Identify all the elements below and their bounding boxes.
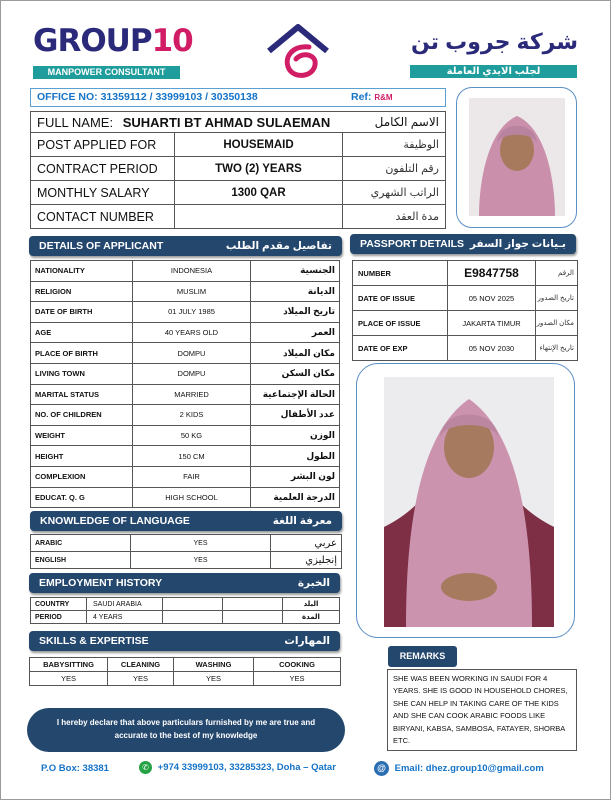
whatsapp-icon: ✆	[139, 761, 152, 774]
passport-value: 05 NOV 2025	[448, 286, 536, 311]
detail-label: NO. OF CHILDREN	[31, 405, 133, 426]
email-contact	[374, 761, 544, 776]
detail-ar: الدرجة العلمية	[251, 487, 340, 508]
employment-title: EMPLOYMENT HISTORY	[39, 577, 163, 589]
employment-label: PERIOD	[31, 611, 87, 624]
contact-label: CONTACT NUMBER	[31, 205, 175, 229]
table-row	[31, 322, 340, 343]
logo-number-text: 10	[151, 23, 193, 59]
emblem-icon	[263, 21, 333, 83]
detail-value: MUSLIM	[133, 281, 251, 302]
table-row	[353, 261, 578, 286]
passport-title-ar: بـيانات جواز السفر	[469, 238, 566, 250]
contract-ar: رقم التلفون	[343, 157, 446, 181]
passport-ar: تاريخ الصدور	[536, 286, 578, 311]
detail-ar: مكان السكن	[251, 363, 340, 384]
table-row	[31, 281, 340, 302]
salary-row	[31, 181, 446, 205]
language-header	[30, 511, 342, 531]
skill-value: YES	[108, 672, 174, 686]
employment-header	[29, 573, 340, 593]
company-logo	[33, 23, 193, 59]
detail-label: EDUCAT. Q. G	[31, 487, 133, 508]
passport-ar: الرقم	[536, 261, 578, 286]
skills-title-ar: المهارات	[284, 635, 330, 647]
detail-ar: الجنسية	[251, 261, 340, 282]
table-row	[31, 384, 340, 405]
detail-label: PLACE OF BIRTH	[31, 343, 133, 364]
skill-header: BABYSITTING	[30, 658, 108, 672]
detail-value: 2 KIDS	[133, 405, 251, 426]
full-name-value: SUHARTI BT AHMAD SULAEMAN	[122, 114, 331, 130]
skills-value-row	[30, 672, 341, 686]
passport-table	[352, 260, 578, 361]
ref-value: R&M	[374, 93, 393, 102]
contract-value: TWO (2) YEARS	[175, 157, 343, 181]
detail-ar: العمر	[251, 322, 340, 343]
detail-label: WEIGHT	[31, 425, 133, 446]
portrait-photo	[469, 98, 565, 216]
post-label: POST APPLIED FOR	[31, 133, 175, 157]
contact-row	[31, 205, 446, 229]
language-table	[30, 534, 342, 569]
post-value: HOUSEMAID	[175, 133, 343, 157]
employment-label: COUNTRY	[31, 598, 87, 611]
employment-empty-cell	[223, 598, 283, 611]
passport-value: 05 NOV 2030	[448, 336, 536, 361]
table-row	[31, 261, 340, 282]
table-row	[31, 446, 340, 467]
employment-empty-cell	[223, 611, 283, 624]
detail-ar: تاريخ الميلاد	[251, 302, 340, 323]
email-icon: @	[374, 761, 389, 776]
passport-label: PLACE OF ISSUE	[353, 311, 448, 336]
detail-label: AGE	[31, 322, 133, 343]
post-row	[31, 133, 446, 157]
detail-label: DATE OF BIRTH	[31, 302, 133, 323]
logo-main-text: GROUP	[33, 23, 152, 59]
salary-label: MONTHLY SALARY	[31, 181, 175, 205]
contact-value	[175, 205, 343, 229]
detail-label: HEIGHT	[31, 446, 133, 467]
salary-ar: الراتب الشهري	[343, 181, 446, 205]
phone-text: +974 33999103, 33285323, Doha – Qatar	[157, 762, 336, 773]
detail-label: NATIONALITY	[31, 261, 133, 282]
detail-label: RELIGION	[31, 281, 133, 302]
passport-label: NUMBER	[353, 261, 448, 286]
table-row	[31, 425, 340, 446]
details-table	[30, 260, 340, 508]
table-row	[31, 487, 340, 508]
office-label: OFFICE NO: 31359112 / 33999103 / 30350138	[37, 91, 258, 103]
detail-ar: عدد الأطفال	[251, 405, 340, 426]
contract-row	[31, 157, 446, 181]
employment-title-ar: الخبرة	[297, 577, 330, 589]
employment-value: 4 YEARS	[87, 611, 163, 624]
language-title-ar: معرفة اللغة	[272, 515, 332, 527]
passport-label: DATE OF EXP	[353, 336, 448, 361]
passport-number-value: E9847758	[448, 261, 536, 286]
full-name-row	[31, 112, 446, 133]
contact-ar: مدة العقد	[343, 205, 446, 229]
detail-value: 01 JULY 1985	[133, 302, 251, 323]
detail-value: 150 CM	[133, 446, 251, 467]
table-row	[31, 598, 340, 611]
passport-header	[350, 234, 576, 254]
detail-value: INDONESIA	[133, 261, 251, 282]
details-title: DETAILS OF APPLICANT	[39, 240, 164, 252]
employment-table	[30, 597, 340, 624]
full-name-ar: الاسم الكامل	[374, 114, 439, 129]
employment-ar: المدة	[283, 611, 340, 624]
contract-label: CONTRACT PERIOD	[31, 157, 175, 181]
table-row	[31, 552, 342, 569]
detail-ar: الديانة	[251, 281, 340, 302]
skills-header-row	[30, 658, 341, 672]
arabic-company-name: شركة جروب تن	[410, 29, 578, 54]
language-label: ENGLISH	[31, 552, 131, 569]
email-text: Email: dhez.group10@gmail.com	[394, 763, 544, 774]
remarks-text: SHE WAS BEEN WORKING IN SAUDI FOR 4 YEARS. SHE IS GOOD IN HOUSEHOLD CHORES, SHE CAN HELP IN TAKING CARE OF THE KIDS AND SHE CAN COOK ARABIC FOODS LIKE BIRYANI, KABSA, SAMBOSA, FATAYER, SHORBA ETC.	[387, 669, 577, 751]
full-photo-frame	[356, 363, 575, 638]
detail-value: HIGH SCHOOL	[133, 487, 251, 508]
ref-label: Ref:	[351, 91, 372, 103]
table-row	[31, 611, 340, 624]
skill-header: CLEANING	[108, 658, 174, 672]
detail-value: DOMPU	[133, 343, 251, 364]
skill-value: YES	[254, 672, 341, 686]
passport-title: PASSPORT DETAILS	[360, 238, 465, 250]
detail-ar: لون البشر	[251, 466, 340, 487]
table-row	[31, 343, 340, 364]
detail-label: MARITAL STATUS	[31, 384, 133, 405]
post-ar: الوظيفة	[343, 133, 446, 157]
declaration-box: I hereby declare that above particulars furnished by me are true and accurate to the best of my knowledge	[27, 708, 345, 752]
details-title-ar: تفاصيل مقدم الطلب	[225, 240, 332, 252]
skill-header: COOKING	[254, 658, 341, 672]
detail-ar: الطول	[251, 446, 340, 467]
language-label: ARABIC	[31, 535, 131, 552]
logo-tagline: MANPOWER CONSULTANT	[33, 66, 180, 79]
ref-field	[351, 89, 393, 106]
detail-ar: الحالة الإجتماعية	[251, 384, 340, 405]
detail-value: 40 YEARS OLD	[133, 322, 251, 343]
employment-empty-cell	[163, 598, 223, 611]
table-row	[31, 405, 340, 426]
table-row	[353, 311, 578, 336]
skill-value: YES	[174, 672, 254, 686]
language-ar: إنجليزي	[271, 552, 342, 569]
employment-value: SAUDI ARABIA	[87, 598, 163, 611]
table-row	[353, 336, 578, 361]
details-table-body	[31, 261, 340, 508]
detail-value: FAIR	[133, 466, 251, 487]
table-row	[353, 286, 578, 311]
language-title: KNOWLEDGE OF LANGUAGE	[40, 515, 190, 527]
passport-label: DATE OF ISSUE	[353, 286, 448, 311]
full-photo	[384, 377, 554, 627]
detail-label: LIVING TOWN	[31, 363, 133, 384]
passport-ar: مكان الصدور	[536, 311, 578, 336]
detail-value: MARRIED	[133, 384, 251, 405]
skills-table	[29, 657, 341, 686]
table-row	[31, 363, 340, 384]
employment-ar: البلد	[283, 598, 340, 611]
passport-ar: تاريخ الإنتهاء	[536, 336, 578, 361]
salary-value: 1300 QAR	[175, 181, 343, 205]
remarks-title: REMARKS	[388, 646, 457, 667]
language-ar: عربي	[271, 535, 342, 552]
skill-value: YES	[30, 672, 108, 686]
table-row	[31, 466, 340, 487]
phone-contact	[139, 761, 336, 774]
candidate-table	[30, 111, 446, 229]
skill-header: WASHING	[174, 658, 254, 672]
po-box: P.O Box: 38381	[41, 763, 109, 774]
detail-label: COMPLEXION	[31, 466, 133, 487]
portrait-frame	[456, 87, 577, 228]
arabic-tagline: لجلب الايدي العاملة	[410, 65, 577, 78]
skills-header	[29, 631, 340, 651]
office-numbers	[30, 88, 446, 107]
passport-value: JAKARTA TIMUR	[448, 311, 536, 336]
detail-value: 50 KG	[133, 425, 251, 446]
language-value: YES	[131, 552, 271, 569]
detail-ar: مكان الميلاد	[251, 343, 340, 364]
employment-empty-cell	[163, 611, 223, 624]
skills-title: SKILLS & EXPERTISE	[39, 635, 149, 647]
detail-value: DOMPU	[133, 363, 251, 384]
detail-ar: الوزن	[251, 425, 340, 446]
table-row	[31, 535, 342, 552]
table-row	[31, 302, 340, 323]
details-header	[29, 236, 342, 256]
language-value: YES	[131, 535, 271, 552]
full-name-label: FULL NAME:	[37, 114, 114, 130]
